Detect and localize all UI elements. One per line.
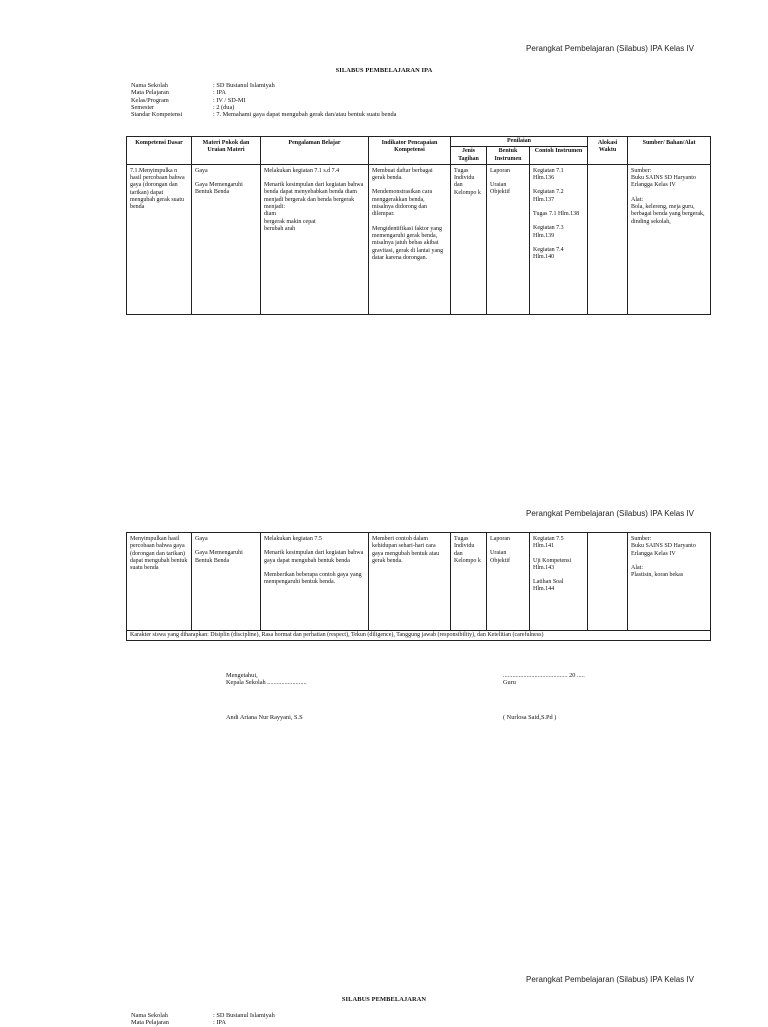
cell-text: Menyimpulkan hasil percobaan bahwa gaya (dorongan dan tarikan) dapat mengubah bentuk suatu benda <box>130 536 188 572</box>
cell-text: Uraian Objektif <box>490 182 510 196</box>
cell-gap <box>264 543 365 550</box>
info-value: : SD Bustanul Islamiyah <box>213 82 275 89</box>
cell-text: diam <box>264 211 276 218</box>
col-header-jenis: Jenis Tagihan <box>451 147 487 165</box>
info-value: : 7. Memahami gaya dapat mengubah gerak dan/atau bentuk suatu benda <box>213 111 397 119</box>
cell-kompetensi <box>127 164 192 314</box>
page-header: Perangkat Pembelajaran (Silabus) IPA Kelas IV <box>526 975 694 984</box>
teacher-name: ( Nurlosa Said,S.Pd ) <box>503 714 557 721</box>
info-row <box>131 111 396 118</box>
col-header-contoh: Contoh Instrumen <box>530 147 588 165</box>
col-header-indikator: Indikator Pencapaian Kompetensi <box>369 137 451 165</box>
cell-pengalaman <box>261 533 369 631</box>
cell-text: Sumber: <box>631 536 652 542</box>
cell-text: Sumber: <box>631 167 652 174</box>
info-row <box>131 89 396 96</box>
cell-text: Erlangga Kelas IV <box>631 550 676 557</box>
info-label: Mata Pelajaran <box>131 89 169 97</box>
cell-contoh <box>530 164 588 314</box>
cell-gap <box>533 551 584 558</box>
cell-text: Memberikan beberapa contoh gaya yang mempengaruhi bentuk benda. <box>264 571 362 586</box>
cell-text: Karakter siswa yang diharapkan: Disiplin (discipline), Rasa hormat dan perhatian (respect), Tekun (diligence), Tanggung jawab (responsibility), dan Ketelitian (carefulness) <box>130 632 544 638</box>
cell-gap <box>372 182 447 189</box>
sig-text: Kepala Sekolah ......................... <box>226 679 307 687</box>
cell-text: 7.1.Menyimpulka n hasil percobaan bahwa gaya (dorongan dan tarikan) dapat mengubah gerak suatu benda <box>130 167 185 211</box>
cell-text: Memberi contoh dalam kehidupan sehari-hari cara gaya mengubah bentuk atau gerak benda. <box>372 536 440 564</box>
info-label: Nama Sekolah <box>131 82 168 89</box>
info-label: Kelas/Program <box>131 96 169 104</box>
cell-pengalaman <box>261 164 369 314</box>
cell-text: Mendemonstrasikan cara menggerakkan benda, misalnya didorong dan dilempar. <box>372 189 433 218</box>
headmaster-name: Andi Ariana Nur Rayyani, S.S <box>226 714 303 721</box>
cell-text: Tugas 7.1 Hlm.138 <box>533 211 580 218</box>
cell-gap <box>264 175 365 182</box>
info-row <box>131 82 396 89</box>
info-value: : 2 (dua) <box>213 103 235 111</box>
col-header-bentuk: Bentuk Instrumen <box>487 147 530 165</box>
syllabus-table <box>126 532 711 641</box>
col-header-sumber: Sumber/ Bahan/Alat <box>628 137 711 165</box>
cell-text: Tugas Individu dan Kelompo k <box>454 536 481 564</box>
cell-text: berubah arah <box>264 225 296 232</box>
cell-text: Tugas Individu dan Kelompo k <box>454 167 481 196</box>
cell-text: Menarik kesimpulan dari kegiatan bahwa gaya dapat mengubah bentuk benda <box>264 550 364 564</box>
cell-text: Kegiatan 7.2 Hlm.137 <box>533 189 564 203</box>
cell-text: Alat: <box>631 564 643 571</box>
cell-gap <box>490 175 526 182</box>
info-label: Semester <box>131 103 155 111</box>
cell-gap <box>195 175 257 182</box>
cell-text: Gaya Memengaruhi Bentuk Benda <box>195 182 243 196</box>
cell-text: Melakukan kegiatan 7.1 s.d 7.4 <box>264 167 340 174</box>
cell-gap <box>490 543 526 550</box>
table-row <box>127 631 711 641</box>
cell-text: Gaya <box>195 167 208 174</box>
cell-text: bergerak makin cepat <box>264 218 316 225</box>
sig-text: Guru <box>503 679 516 687</box>
cell-contoh <box>530 533 588 631</box>
info-row <box>131 104 396 111</box>
cell-gap <box>533 218 584 225</box>
cell-text: Melakukan kegiatan 7.5 <box>264 536 322 542</box>
school-info <box>131 82 396 118</box>
col-header-alokasi: Alokasi Waktu <box>588 137 628 165</box>
cell-indikator <box>369 533 451 631</box>
info-value: : IPA <box>213 89 226 97</box>
table-row <box>127 533 711 631</box>
cell-materi <box>192 164 261 314</box>
col-header-penilaian: Penilaian <box>451 137 588 147</box>
cell-text: Menarik kesimpulan dari kegiatan bahwa benda dapat menyebabkan benda diam menjadi bergerak dan benda bergerak menjadi: <box>264 182 364 211</box>
page-header: Perangkat Pembelajaran (Silabus) IPA Kelas IV <box>526 509 694 518</box>
cell-gap <box>264 565 365 572</box>
cell-sumber <box>628 164 711 314</box>
document-title: SILABUS PEMBELAJARAN <box>341 996 427 1003</box>
cell-kompetensi <box>127 533 192 631</box>
info-value: : IV / SD-MI <box>213 96 246 104</box>
cell-text: Kegiatan 7.5 Hlm.141 <box>533 536 564 550</box>
cell-text: Laporan <box>490 167 510 174</box>
cell-text: Alat: <box>631 196 644 203</box>
cell-text: Buku SAINS SD Haryanto Erlangga Kelas IV <box>631 175 696 189</box>
cell-alokasi <box>588 164 628 314</box>
cell-gap <box>372 219 447 226</box>
page-header: Perangkat Pembelajaran (Silabus) IPA Kelas IV <box>526 44 694 53</box>
info-label: Mata Pelajaran <box>131 1019 169 1027</box>
school-info <box>131 1012 275 1027</box>
sig-text: Mengetahui, <box>226 672 258 679</box>
cell-gap <box>533 240 584 247</box>
cell-text: Plastisin, koran bekas <box>631 572 684 579</box>
signature-right <box>503 672 585 687</box>
cell-gap <box>631 558 707 565</box>
cell-text: Uji Kompetensi Hlm.143 <box>533 557 572 571</box>
cell-text: Gaya <box>195 536 208 542</box>
col-header-kompetensi: Kompetensi Dasar <box>127 137 192 165</box>
cell-text: Membuat daftar berbagai gerak benda. <box>372 167 433 182</box>
col-header-pengalaman: Pengalaman Belajar <box>261 137 369 165</box>
cell-text: Laporan <box>490 536 510 542</box>
document-title: SILABUS PEMBELAJARAN IPA <box>335 67 433 74</box>
info-label: Standar Kompetensi <box>131 111 183 119</box>
info-value: : IPA <box>213 1019 226 1027</box>
cell-jenis <box>451 533 487 631</box>
syllabus-table <box>126 136 711 315</box>
cell-gap <box>195 543 257 550</box>
cell-bentuk <box>487 164 530 314</box>
cell-text: Kegiatan 7.3 Hlm.139 <box>533 225 564 239</box>
cell-text: Buku SAINS SD Haryanto <box>631 543 696 550</box>
info-row <box>131 1019 275 1026</box>
cell-jenis <box>451 164 487 314</box>
signature-left <box>226 672 307 687</box>
info-row <box>131 97 396 104</box>
cell-materi <box>192 533 261 631</box>
cell-text: Uraian Objektif <box>490 550 510 564</box>
col-header-materi: Materi Pokok dan Uraian Materi <box>192 137 261 165</box>
cell-gap <box>533 204 584 211</box>
cell-text: Latihan Soal Hlm.144 <box>533 579 564 593</box>
cell-text: Kegiatan 7.4 Hlm.140 <box>533 246 564 261</box>
cell-text: Gaya Memengaruhi Bentuk Benda <box>195 550 243 564</box>
info-row <box>131 1012 275 1019</box>
cell-alokasi <box>588 533 628 631</box>
cell-indikator <box>369 164 451 314</box>
cell-sumber <box>628 533 711 631</box>
cell-gap <box>533 182 584 189</box>
info-label: Nama Sekolah <box>131 1012 168 1019</box>
cell-text: Mengidentifikasi faktor yang memengaruhi gerak benda, misalnya jatuh bebas akibat gravitasi, gerak di lantai yang datar karena dorongan. <box>372 225 444 261</box>
sig-text: ......................................... 20 ..... <box>503 672 585 679</box>
character-note <box>127 631 711 641</box>
info-value: : SD Bustanul Islamiyah <box>213 1012 275 1019</box>
cell-gap <box>631 190 707 197</box>
cell-bentuk <box>487 533 530 631</box>
cell-text: Kegiatan 7.1 Hlm.136 <box>533 167 564 182</box>
cell-text: Bola, kelereng, meja guru, berbagai benda yang bergerak, dinding sekolah, <box>631 204 705 225</box>
cell-gap <box>533 572 584 579</box>
table-row <box>127 164 711 314</box>
